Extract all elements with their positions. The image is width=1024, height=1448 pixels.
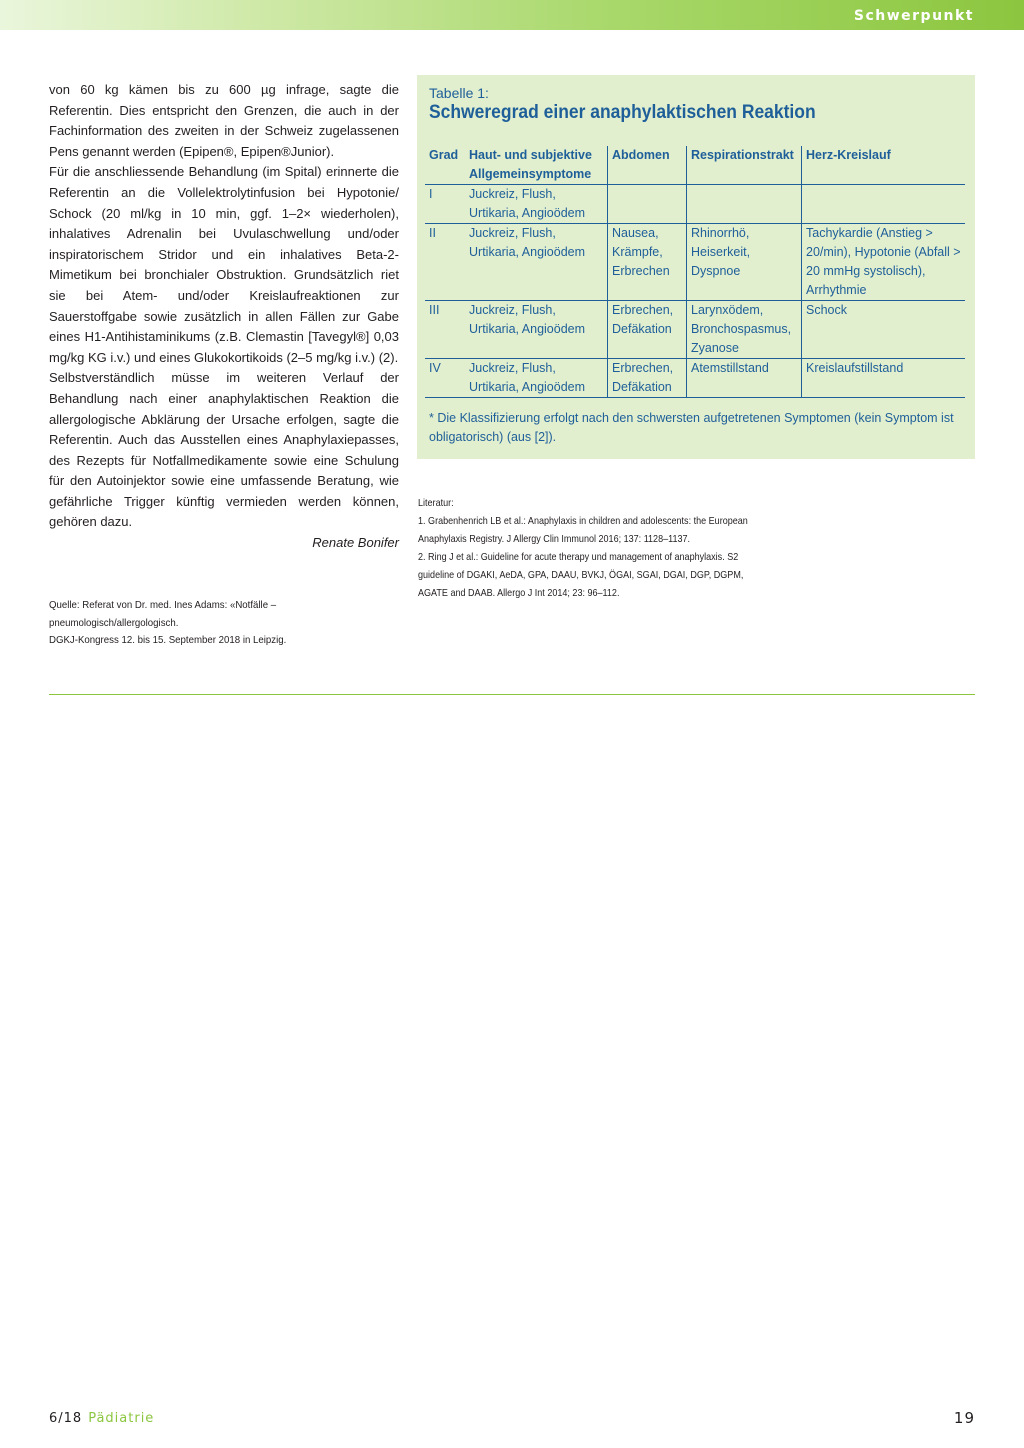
article-paragraph: Für die anschliessende Behandlung (im Spital) erinnerte die Referentin an die Vollelektrolytinfusion bei Hypotonie/ Schock (20 ml/kg in 10 min, ggf. 1–2× wiederholen), inhalatives Adrenalin bei Uvulaschwellung und/oder inspiratorischem Stridor und ein inhalatives Beta-2-Mimetikum bei bronchialer Obstruktion. Grundsätzlich riet sie bei Atem- und/oder Kreislaufreaktionen zur Sauerstoffgabe sowie zusätzlich in allen Fällen zur Gabe eines H1-Antihistaminikums (z.B. Clemastin [Tavegyl®] 0,03 mg/kg KG i.v.) und eines Glukokortikoids (2–5 mg/kg i.v.) (2). <box>49 164 399 365</box>
journal-name: Pädiatrie <box>88 1411 155 1426</box>
source-line: Quelle: Referat von Dr. med. Ines Adams: «Notfälle – pneumologisch/allergologisch. <box>49 599 277 629</box>
table-footnote: * Die Klassifizierung erfolgt nach den schwersten aufgetretenen Symptomen (kein Symptom ist obligatorisch) (aus [2]). <box>429 411 954 444</box>
cell-haut: Juckreiz, Flush, Urtikaria, Angioödem <box>469 187 586 220</box>
source-note <box>49 597 371 650</box>
section-divider <box>49 694 975 695</box>
issue-number: 6/18 <box>49 1411 83 1426</box>
literature-heading: Literatur: <box>418 497 454 509</box>
cell-resp: Larynxödem, Bronchospasmus, Zyanose <box>687 301 802 359</box>
cell-grad: I <box>429 187 433 201</box>
cell-herz <box>802 185 966 224</box>
cell-abdomen <box>608 185 687 224</box>
cell-herz: Kreislaufstillstand <box>802 359 966 398</box>
author-name: Renate Bonifer <box>312 535 399 551</box>
section-label: Schwerpunkt <box>853 8 974 24</box>
table-row <box>425 224 965 301</box>
cell-abdomen: Erbrechen, Defäkation <box>608 359 687 398</box>
table-row <box>425 359 965 398</box>
cell-abdomen: Erbrechen, Defäkation <box>608 301 687 359</box>
table-label: Tabelle 1: <box>429 85 489 101</box>
severity-table <box>425 146 965 398</box>
literature-list <box>418 494 762 602</box>
cell-grad: IV <box>429 361 441 375</box>
header-resp: Respirationstrakt <box>687 146 802 185</box>
header-bar <box>0 0 1024 30</box>
cell-haut: Juckreiz, Flush, Urtikaria, Angioödem <box>469 361 586 394</box>
table-title: Schweregrad einer anaphylaktischen Reaktion <box>429 102 816 123</box>
table-row <box>425 301 965 359</box>
cell-grad: III <box>429 303 440 317</box>
page-number: 19 <box>953 1409 975 1427</box>
header-grad: Grad <box>429 148 459 162</box>
cell-abdomen: Nausea, Krämpfe, Erbrechen <box>608 224 687 301</box>
article-paragraph: von 60 kg kämen bis zu 600 µg infrage, sagte die Referentin. Dies entspricht den Grenzen, die auch in der Fachinformation des zweiten in der Schweiz zugelassenen Pens genannt werden (Epipen®, Epipen®Junior). <box>49 82 399 159</box>
cell-haut: Juckreiz, Flush, Urtikaria, Angioödem <box>469 226 586 259</box>
article-paragraph: Selbstverständlich müsse im weiteren Verlauf der Behandlung nach einer anaphylaktischen Reaktion die allergologische Abklärung der Ursache erfolgen, sagte die Referentin. Auch das Ausstellen eines Anaphylaxiepasses, des Rezepts für Notfallmedikamente sowie eine Schulung für den Autoinjektor sowie eine umfassende Beratung, wie gefährliche Trigger künftig vermieden werden können, gehören dazu. <box>49 370 399 530</box>
cell-herz: Schock <box>802 301 966 359</box>
article-text-column <box>49 80 399 554</box>
table-row <box>425 185 965 224</box>
cell-resp: Atemstillstand <box>687 359 802 398</box>
cell-grad: II <box>429 226 436 240</box>
literature-ref: 1. Grabenhenrich LB et al.: Anaphylaxis in children and adolescents: the European Anaphylaxis Registry. J Allergy Clin Immunol 2016; 137: 1128–1137. <box>418 515 748 545</box>
header-herz: Herz-Kreislauf <box>802 146 966 185</box>
literature-ref: 2. Ring J et al.: Guideline for acute therapy und management of anaphylaxis. S2 guideline of DGAKI, AeDA, GPA, DAAU, BVKJ, ÖGAI, SGAI, DGAI, DGP, DGPM, AGATE and DAAB. Allergo J Int 2014; 23: 96–112. <box>418 551 744 599</box>
footer-issue <box>49 1411 154 1426</box>
cell-resp <box>687 185 802 224</box>
source-line: DGKJ-Kongress 12. bis 15. September 2018 in Leipzig. <box>49 634 287 646</box>
header-abdomen: Abdomen <box>608 146 687 185</box>
cell-herz: Tachykardie (Anstieg > 20/min), Hypotonie (Abfall > 20 mmHg systolisch), Arrhythmie <box>802 224 966 301</box>
table-box <box>417 75 975 459</box>
table-header-row <box>425 146 965 185</box>
header-haut: Haut- und subjektive Allgemeinsymptome <box>469 148 592 181</box>
cell-resp: Rhinorrhö, Heiserkeit, Dyspnoe <box>687 224 802 301</box>
cell-haut: Juckreiz, Flush, Urtikaria, Angioödem <box>469 303 586 336</box>
